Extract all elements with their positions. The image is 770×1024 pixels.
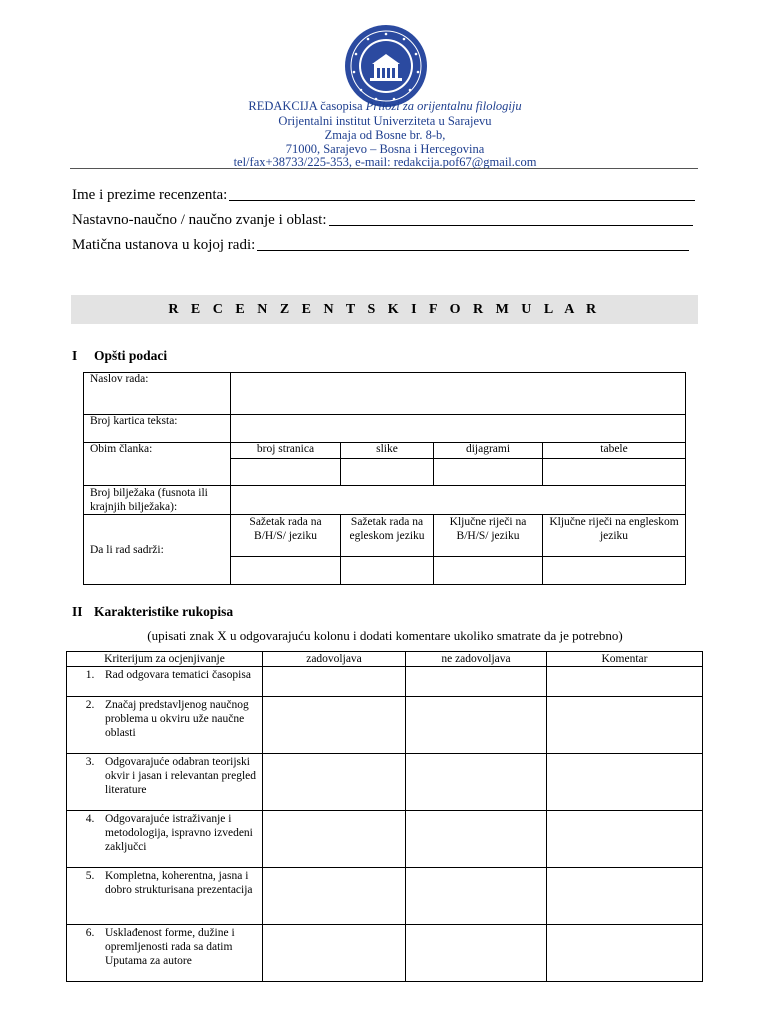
criterion-row-2	[71, 698, 258, 740]
sadrzi-input-sazetak-eng[interactable]	[341, 557, 434, 585]
broj-kartica-input[interactable]	[231, 415, 686, 443]
sadrzi-col-sazetak-bhs: Sažetak rada na B/H/S/ jeziku	[231, 515, 341, 557]
obim-label: Obim članka:	[84, 443, 231, 486]
comment-cell-1[interactable]	[547, 667, 703, 697]
satisfies-cell-5[interactable]	[263, 868, 406, 925]
comment-cell-6[interactable]	[547, 925, 703, 982]
not-satisfies-cell-3[interactable]	[406, 754, 547, 811]
address-street: Zmaja od Bosne br. 8-b,	[324, 128, 446, 142]
sadrzi-input-kljucne-eng[interactable]	[543, 557, 686, 585]
broj-kartica-label: Broj kartica teksta:	[84, 415, 231, 443]
satisfies-cell-2[interactable]	[263, 697, 406, 754]
satisfies-cell-3[interactable]	[263, 754, 406, 811]
sadrzi-label: Da li rad sadrži:	[84, 515, 231, 585]
form-title: R E C E N Z E N T S K I F O R M U L A R	[71, 295, 698, 324]
obim-col-dijagrami: dijagrami	[434, 443, 543, 459]
obim-input-tabele[interactable]	[543, 459, 686, 486]
criterion-num: 6.	[85, 927, 95, 939]
criterion-row-4	[71, 812, 258, 854]
not-satisfies-header: ne zadovoljava	[406, 652, 547, 667]
criterion-text: Značaj predstavljenog naučnog problema u okviru uže naučne oblasti	[105, 699, 249, 739]
criterion-text: Usklađenost forme, dužine i opremljenosti rada sa datim Uputama za autore	[105, 927, 235, 967]
criterion-text: Kompletna, koherentna, jasna i dobro strukturisana prezentacija	[105, 870, 253, 896]
not-satisfies-cell-1[interactable]	[406, 667, 547, 697]
university-seal-icon	[344, 24, 428, 108]
section-2-instruction: (upisati znak X u odgovarajuću kolonu i dodati komentare ukoliko smatrate da je potrebno)	[147, 628, 623, 643]
section-1-heading: I Opšti podaci	[72, 348, 168, 363]
criterion-num: 3.	[85, 756, 95, 768]
comment-cell-2[interactable]	[547, 697, 703, 754]
not-satisfies-cell-5[interactable]	[406, 868, 547, 925]
header-divider	[70, 168, 698, 169]
contact-line: tel/fax+38733/225-353, e-mail: redakcija.pof67@gmail.com	[233, 155, 537, 169]
satisfies-cell-6[interactable]	[263, 925, 406, 982]
criterion-num: 2.	[85, 699, 95, 711]
sadrzi-col-kljucne-eng: Ključne riječi na engleskom jeziku	[543, 515, 686, 557]
criterion-text: Odgovarajuće odabran teorijski okvir i jasan i relevantan pregled literature	[105, 756, 257, 796]
naslov-label: Naslov rada:	[84, 373, 231, 415]
biljezaka-input[interactable]	[231, 486, 686, 515]
criterion-num: 4.	[85, 813, 95, 825]
criterion-row-3	[71, 755, 258, 797]
title-area-field[interactable]: Nastavno-naučno / naučno zvanje i oblast:	[72, 211, 693, 229]
biljezaka-label: Broj bilježaka (fusnota ili krajnjih bilježaka):	[84, 486, 231, 515]
sadrzi-col-kljucne-bhs: Ključne riječi na B/H/S/ jeziku	[434, 515, 543, 557]
criterion-text: Odgovarajuće istraživanje i metodologija, ispravno izvedeni zaključci	[105, 813, 253, 853]
criterion-num: 1.	[85, 669, 95, 681]
institute-name: Orijentalni institut Univerziteta u Sarajevu	[278, 114, 492, 128]
comment-cell-3[interactable]	[547, 754, 703, 811]
not-satisfies-cell-6[interactable]	[406, 925, 547, 982]
not-satisfies-cell-4[interactable]	[406, 811, 547, 868]
obim-col-stranica: broj stranica	[231, 443, 341, 459]
satisfies-cell-1[interactable]	[263, 667, 406, 697]
comment-cell-4[interactable]	[547, 811, 703, 868]
journal-header-line: REDAKCIJA časopisa Prilozi za orijentalnu filologiju	[248, 99, 522, 113]
reviewer-name-field[interactable]: Ime i prezime recenzenta:	[72, 186, 695, 204]
obim-col-tabele: tabele	[543, 443, 686, 459]
not-satisfies-cell-2[interactable]	[406, 697, 547, 754]
satisfies-cell-4[interactable]	[263, 811, 406, 868]
comment-cell-5[interactable]	[547, 868, 703, 925]
obim-input-dijagrami[interactable]	[434, 459, 543, 486]
obim-input-stranica[interactable]	[231, 459, 341, 486]
criteria-table	[66, 651, 703, 982]
sadrzi-col-sazetak-eng: Sažetak rada na egleskom jeziku	[341, 515, 434, 557]
comment-header: Komentar	[547, 652, 703, 667]
criteria-header: Kriterijum za ocjenjivanje	[67, 652, 263, 667]
obim-input-slike[interactable]	[341, 459, 434, 486]
criterion-text: Rad odgovara tematici časopisa	[105, 669, 251, 681]
criterion-num: 5.	[85, 870, 95, 882]
address-city: 71000, Sarajevo – Bosna i Hercegovina	[285, 142, 485, 156]
criterion-row-5	[71, 869, 258, 897]
satisfies-header: zadovoljava	[263, 652, 406, 667]
general-data-table	[83, 372, 686, 585]
criterion-row-6	[71, 926, 258, 968]
sadrzi-input-kljucne-bhs[interactable]	[434, 557, 543, 585]
section-2-heading: II Karakteristike rukopisa	[72, 604, 234, 619]
obim-col-slike: slike	[341, 443, 434, 459]
institution-field[interactable]: Matična ustanova u kojoj radi:	[72, 236, 689, 254]
naslov-input[interactable]	[231, 373, 686, 415]
criterion-row-1	[71, 668, 258, 682]
sadrzi-input-sazetak-bhs[interactable]	[231, 557, 341, 585]
